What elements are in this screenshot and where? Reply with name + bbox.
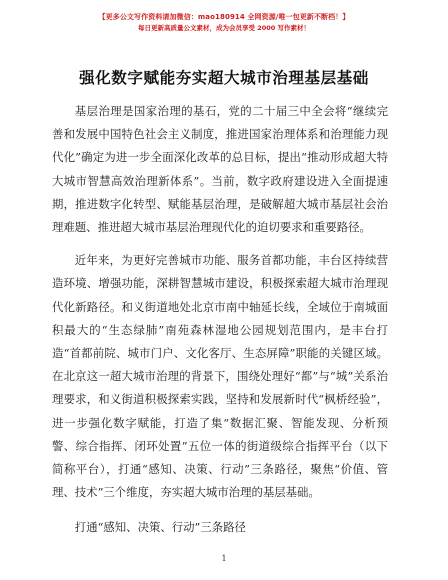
promo-banner-line-2: 每日更新高质量公文素材，成为会员享受 2000 写作素材！ [137, 24, 311, 32]
section-subheading: 打通“感知、决策、行动”三条路径 [74, 520, 246, 535]
page-number: 1 [221, 554, 227, 563]
document-body [52, 100, 388, 540]
promo-banner-line-1: 【更多公文写作资料请加微信：mao180914 全网资源/唯一包更新不断档！】 [98, 13, 350, 21]
document-title: 强化数字赋能夯实超大城市治理基层基础 [79, 69, 369, 87]
promo-banner [0, 12, 448, 33]
paragraph: 近年来，为更好完善城市功能、服务首都功能，丰台区持续营造环境、增强功能，深耕智慧城市建设，积极探索超大城市治理现代化新路径。和义街道地处北京市南中轴延长线，全域位于南城面积最大的“生态绿肺”南苑森林湿地公园规划范围内，是丰台打造“首都前院、城市门户、文化客厅、生态屏障”职能的关键区域。在北京这一超大城市治理的背景下，围绕处理好“都”与“城”关系治理要求，和义街道积极探索实践，坚持和发展新时代“枫桥经验”，进一步强化数字赋能，打造了集“数据汇聚、智能发现、分析预警、综合指挥、闭环处置”五位一体的街道级综合指挥平台（以下简称平台），打通“感知、决策、行动”三条路径，聚焦“价值、管理、技术”三个维度，夯实超大城市治理的基层基础。 [52, 253, 388, 500]
paragraph: 基层治理是国家治理的基石，党的二十届三中全会将“继续完善和发展中国特色社会主义制度，推进国家治理体系和治理能力现代化”确定为进一步全面深化改革的总目标，提出“推动形成超大特大城市智慧高效治理新体系”。当前，数字政府建设进入全面提速期，推进数字化转型、赋能基层治理，是破解超大城市基层社会治理难题、推进超大城市基层治理现代化的迫切要求和重要路径。 [52, 104, 388, 235]
